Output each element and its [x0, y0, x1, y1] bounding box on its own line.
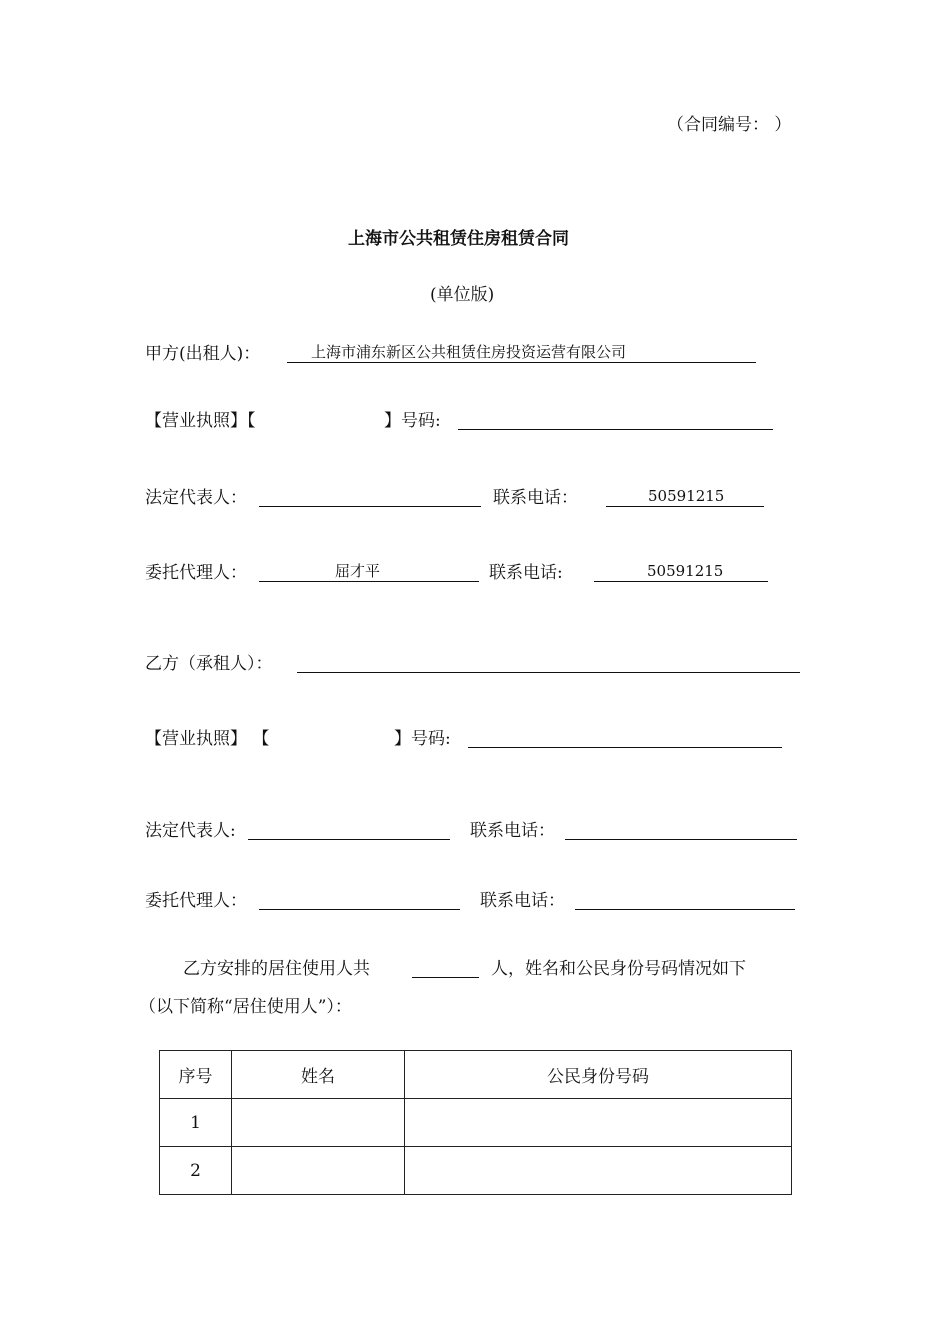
party-a-agent-label: 委托代理人： [145, 563, 247, 583]
party-a-license-number-label: 】号码: [384, 411, 441, 431]
occupants-text-end: 人，姓名和公民身份号码情况如下 [491, 959, 746, 979]
party-a-name-field[interactable]: 上海市浦东新区公共租赁住房投资运营有限公司 [287, 341, 756, 363]
party-b-license-number-label: 】号码: [394, 729, 451, 749]
occupants-text-start: 乙方安排的居住使用人共 [183, 959, 370, 979]
row-id-cell[interactable] [405, 1099, 792, 1147]
party-b-license-label: 【营业执照】 【 [145, 729, 270, 749]
party-b-agent-label: 委托代理人： [145, 891, 247, 911]
party-b-legal-rep-field[interactable] [248, 818, 450, 840]
party-a-agent-phone-field[interactable]: 50591215 [594, 560, 768, 582]
row-serial: 1 [160, 1099, 232, 1147]
table-row [160, 1147, 792, 1195]
party-b-agent-phone-field[interactable] [575, 888, 795, 910]
row-name-cell[interactable] [232, 1099, 405, 1147]
party-a-legal-rep-field[interactable] [259, 485, 481, 507]
header-name: 姓名 [232, 1051, 405, 1099]
party-b-phone-field[interactable] [565, 818, 797, 840]
party-b-agent-field[interactable] [259, 888, 460, 910]
header-serial: 序号 [160, 1051, 232, 1099]
party-a-agent-phone-label: 联系电话: [489, 563, 563, 583]
occupants-table [159, 1050, 792, 1195]
party-b-license-number-field[interactable] [468, 726, 782, 748]
party-b-phone-label: 联系电话： [470, 821, 555, 841]
contract-number-label: （合同编号： ） [667, 115, 792, 135]
party-b-name-field[interactable] [297, 651, 800, 673]
row-id-cell[interactable] [405, 1147, 792, 1195]
party-b-label: 乙方（承租人）： [145, 654, 273, 674]
edition-label: (单位版) [430, 285, 495, 305]
party-b-legal-rep-label: 法定代表人: [145, 821, 236, 841]
party-a-phone-label: 联系电话： [493, 488, 578, 508]
occupants-text-note: （以下简称“居住使用人”）： [139, 997, 352, 1017]
party-a-license-label: 【营业执照】【 [145, 411, 256, 431]
party-a-agent-field[interactable]: 屈才平 [259, 560, 479, 582]
page-title: 上海市公共租赁住房租赁合同 [348, 229, 569, 249]
party-a-legal-rep-label: 法定代表人： [145, 488, 247, 508]
party-b-agent-phone-label: 联系电话： [480, 891, 565, 911]
row-serial: 2 [160, 1147, 232, 1195]
header-id-number: 公民身份号码 [405, 1051, 792, 1099]
table-row [160, 1099, 792, 1147]
party-a-license-number-field[interactable] [458, 408, 773, 430]
occupant-count-field[interactable] [412, 956, 479, 978]
party-a-label: 甲方(出租人)： [145, 344, 261, 364]
table-header-row [160, 1051, 792, 1099]
party-a-phone-field[interactable]: 50591215 [606, 485, 764, 507]
row-name-cell[interactable] [232, 1147, 405, 1195]
